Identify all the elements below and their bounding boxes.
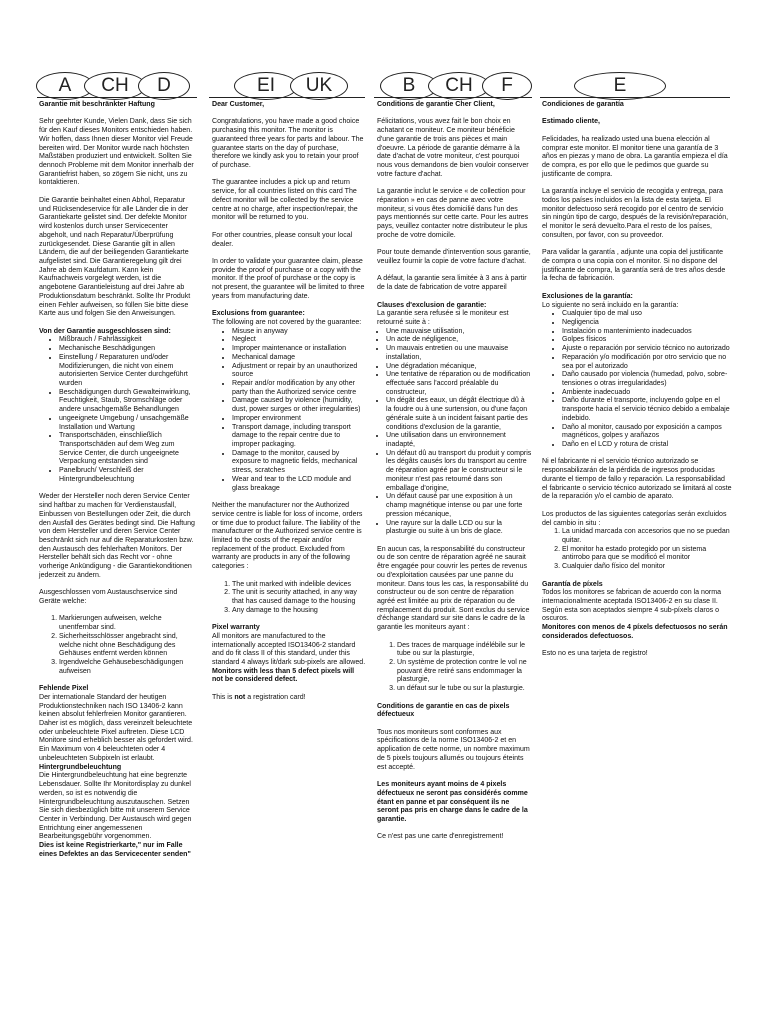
- paragraph: Pour toute demande d'intervention sous garantie, veuillez fournir la copie de votre facture d'achat.: [377, 249, 531, 265]
- list-item: • Un acte de négligence,: [386, 336, 532, 345]
- column-french: [377, 101, 532, 851]
- exclusions-title: Exclusiones de la garantía:: [542, 292, 633, 300]
- pixel-bold-note: Monitors with less than 5 defect pixels will not be considered defect.: [212, 667, 355, 684]
- list-item: • Daño causado por violencia (humedad, polvo, sobre-tensiones o otras irregularidades): [562, 371, 732, 388]
- divider-uk: [209, 97, 365, 98]
- paragraph: Ausgeschlossen vom Austauschservice sind Geräte welche:: [39, 589, 178, 605]
- list-item: • Une mauvaise utilisation,: [386, 328, 532, 337]
- paragraph: Felicidades, ha realizado usted una buena elección al comprar este monitor. El monitor tiene una garantía de 3 años en piezas y mano de obra. La garantía empieza el día de compra, es por ello que le pedimos que guarde su justificante de compra.: [542, 135, 728, 178]
- exclusions-title: Clauses d'exclusion de garantie:: [377, 301, 487, 309]
- list-item: • Une tentative de réparation ou de modification effectuée sans l'accord préalable du constructeur,: [386, 371, 532, 397]
- paragraph: A défaut, la garantie sera limitée à 3 ans à partir de la date de fabrication de votre appareil: [377, 275, 527, 292]
- list-item: • Golpes físicos: [562, 336, 732, 345]
- section-title: Dear Customer,: [212, 101, 265, 108]
- pixel-title: Fehlende Pixel: [39, 685, 89, 693]
- list-item: • Ajuste o reparación por servicio técnico no autorizado: [562, 345, 732, 354]
- exclusions-intro: La garantie sera refusée si le moniteur est retourné suite à :: [377, 310, 509, 326]
- list-item: • Un défaut causé par une exposition à un champ magnétique intense ou par une forte pression mécanique,: [386, 493, 532, 519]
- list-item: 3. Irgendwelche Gehäusebeschädigungen aufweisen: [59, 659, 197, 676]
- paragraph: For other countries, please consult your local dealer.: [212, 231, 353, 248]
- final-note: Dies ist keine Registrierkarte," nur im Falle eines Defektes an das Servicecenter senden": [39, 842, 191, 858]
- pixel-title: Pixel warranty: [212, 624, 260, 632]
- list-item: • Daño en el LCD y rotura de cristal: [562, 441, 732, 450]
- column-english: [212, 101, 366, 711]
- list-item: 1. The unit marked with indelible devices: [232, 581, 366, 590]
- numbered-list: [542, 528, 732, 572]
- list-item: • Improper environment: [232, 415, 366, 424]
- paragraph: Tous nos moniteurs sont conformes aux spécifications de la norme ISO13406-2 et en application de cette norme, un nombre maximum de 5 pixels toujours allumés ou toujours éteints est accepté.: [377, 728, 530, 771]
- list-item: • Wear and tear to the LCD module and glass breakage: [232, 476, 366, 493]
- list-item: • Transportschäden, einschließlich Transportschäden auf dem Weg zum Service Center, die durch ungeeignete Verpackung entstanden sind: [59, 432, 197, 467]
- paragraph: The guarantee includes a pick up and return service, for all countries listed on this card The defect monitor will be collected by the service centre at no charge, after inspection/repair, the monitor will be returned to you.: [212, 179, 358, 222]
- list-item: • Une utilisation dans un environnement inadapté,: [386, 432, 532, 449]
- lang-oval-a: A: [36, 72, 94, 100]
- divider-es: [540, 97, 730, 98]
- paragraph: La garantía incluye el servicio de recogida y entrega, para todos los países incluidos en la lista de esta tarjeta. El monitor defectuoso será recogido por el centro de servicio sin ningún tipo de cargo, después de la revisión/reparación, el monitor le será devuelto.Para el resto de los países, consulten, por favor, con su proveedor.: [542, 188, 729, 239]
- exclusions-intro: The following are not covered by the guarantee:: [212, 318, 362, 326]
- numbered-list: [39, 615, 197, 676]
- lang-oval-f: F: [482, 72, 532, 100]
- list-item: 3. Any damage to the housing: [232, 607, 366, 616]
- paragraph: Weder der Hersteller noch deren Service Center sind haftbar zu machen für Verdienstausfall, Einbussen von Bestellungen oder Zeit, die durch den Ausfall des Gerätes bedingt sind. Die Haftung von dem Hersteller und deren Service Center beschränkt sich nur auf die Reparaturkosten bzw. den Austausch des fehlerhaften Monitors. Der Hersteller behält sich das Recht vor - ohne vorherige Ankündigung - die Garantiekonditionen jederzeit zu ändern.: [39, 493, 195, 579]
- final-note: [212, 694, 366, 703]
- section-title: Conditions de garantie Cher Client,: [377, 101, 495, 108]
- list-item: 3. un défaut sur le tube ou sur la plasturgie.: [397, 685, 532, 694]
- paragraph: Der internationale Standard der heutigen Produktionstechniken nach ISO 13406-2 kann keinen absolut fehlerfreien Monitor garantieren. Daher ist es möglich, dass vereinzelt beleuchtete oder unbeleuchtete Pixel auftreten. Diese LCD Monitore sind erheblich besser als gefordert wird. Ein Maximum von 4 beleuchteten oder 4 unbeleuchteten Subpixeln ist erlaubt.: [39, 693, 193, 762]
- list-item: • Transport damage, including transport damage to the repair centre due to improper packaging.: [232, 424, 366, 450]
- pixel-bold-note: Les moniteurs ayant moins de 4 pixels défectueux ne seront pas considérés comme étant en panne et par conséquent ils ne seront pas pris en charge dans le cadre de la garantie.: [377, 781, 528, 823]
- list-item: • Damage caused by violence (humidity, dust, power surges or other irregularities): [232, 397, 366, 414]
- section-title: Condiciones de garantía: [542, 101, 624, 108]
- greeting: Estimado cliente,: [542, 118, 600, 126]
- final-note-emphasis: not: [234, 693, 246, 701]
- paragraph: Todos los monitores se fabrican de acuerdo con la norma internacionalmente aceptada ISO13406-2 en su clase II. Según esta son aceptados siempre 4 sub-píxels claros o oscuros.: [542, 589, 722, 623]
- paragraph: All monitors are manufactured to the internationally accepted ISO13406-2 standard and do fit class II of this standard, under this standard 4 always lit/dark sub-pixels are allowed.: [212, 632, 366, 666]
- list-item: • Une rayure sur la dalle LCD ou sur la plasturgie ou suite à un bris de glace.: [386, 520, 532, 537]
- list-item: • Daño al monitor, causado por exposición a campos magnéticos, golpes y arañazos: [562, 424, 732, 441]
- pixel-bold-note: Monitores con menos de 4 píxels defectuosos no serán considerados defectuosos.: [542, 624, 728, 640]
- column-german: [39, 101, 197, 860]
- paragraph: Sehr geehrter Kunde, Vielen Dank, dass Sie sich für den Kauf dieses Monitors entschieden haben. Wir hoffen, dass Ihnen dieser Monitor viel Freude bereiten wird. Der Monitor wurde nach höchsten Maßstäben produziert und entwickelt. Sollten Sie dennoch Probleme mit dem Monitor innerhalb der Garantiefrist haben, so zögern Sie nicht, uns zu kontaktieren.: [39, 118, 194, 187]
- exclusions-list: [377, 328, 532, 537]
- pixel-title: Conditions de garantie en cas de pixels défectueux: [377, 702, 510, 719]
- list-item: • Damage to the monitor, caused by exposure to magnetic fields, mechanical stress, scratches: [232, 450, 366, 476]
- list-item: • Adjustment or repair by an unauthorized source: [232, 363, 366, 380]
- numbered-list: [377, 642, 532, 694]
- paragraph: Die Garantie beinhaltet einen Abhol, Reparatur und Rücksendeservice für alle Länder die in der Garantiekarte gelistet sind. Der defekte Monitor wird kostenlos durch unser Servicecenter abgeholt, und nach Reparatur/Überprüfung zurückgesendet. Diese Garantie gilt in allen Ländern, die auf der beiliegenden Garantiekarte aufgelistet sind. Die Garantieregelung gilt drei Jahre ab dem Kaufdatum. Kann kein Kaufnachweis vorgelegt werden, ist die angebotene Garantieleistung auf drei Jahre ab Produktionsdatum beschränkt. Sollte Ihr Produkt einen Fehler aufweisen, so füllen Sie bitte diese Karte aus und folgen Sie den Anweisungen.: [39, 196, 191, 318]
- list-item: • Neglect: [232, 336, 366, 345]
- lang-oval-uk: UK: [290, 72, 348, 100]
- list-item: • Mechanical damage: [232, 354, 366, 363]
- final-note-part: This is: [212, 693, 235, 701]
- list-item: • Repair and/or modification by any other party than the Authorized service centre: [232, 380, 366, 397]
- column-spanish: [542, 101, 732, 668]
- final-note-part: a registration card!: [245, 693, 306, 701]
- lang-oval-e: E: [574, 72, 666, 100]
- list-item: • Un dégât des eaux, un dégât électrique dû à la foudre ou à une surtension, ou d'une façon générale suite à un incident faisant partie des conditions d'exclusion de la garantie,: [386, 397, 532, 432]
- exclusions-list: [542, 310, 732, 450]
- paragraph: En aucun cas, la responsabilité du constructeur ou de son centre de réparation agréé ne saurait être engagée pour couvrir les pertes de revenus ou d'exploitation causées par une panne du moniteur. Dans tous les cas, la responsabilité du constructeur ou de son centre de réparation agréé est limitée au prix de réparation ou de remplacement du produit. Sont exclus du service d'échange standard sur site dans le cadre de la garantie les moniteurs ayant :: [377, 545, 530, 632]
- lang-oval-d: D: [138, 72, 190, 100]
- list-item: • Mißbrauch / Fahrlässigkeit: [59, 336, 197, 345]
- exclusions-list: [39, 336, 197, 484]
- list-item: • Un défaut dû au transport du produit y compris les dégâts causés lors du transport au centre de réparation agréé par le constructeur si le moniteur n'est pas retourné dans son emballage d'origine,: [386, 450, 532, 494]
- paragraph: La garantie inclut le service « de collection pour réparation » en cas de panne avec votre moniteur, si vous êtes domicilié dans l'un des pays mentionnés sur cette carte. Pour les autres pays, veuillez contacter notre distributeur le plus proche de votre domicile.: [377, 188, 529, 239]
- list-item: • Einstellung / Reparaturen und/oder Modifizierungen, die nicht von einem autorisierten Service Center durchgeführt wurden: [59, 354, 197, 389]
- list-item: • Un mauvais entretien ou une mauvaise installation,: [386, 345, 532, 362]
- list-item: 2. Un système de protection contre le vol ne pouvant être retiré sans endommager la plasturgie,: [397, 659, 532, 685]
- paragraph: Los productos de las siguientes categorías serán excluidos del cambio in situ :: [542, 510, 727, 527]
- exclusions-list: [212, 328, 366, 494]
- exclusions-intro: Lo siguiente no será incluido en la garantía:: [542, 301, 679, 309]
- lang-oval-ch: CH: [84, 72, 146, 100]
- lang-oval-ch-fr: CH: [428, 72, 490, 100]
- paragraph: Para validar la garantía , adjunte una copia del justificante de compra o una copia con el monitor. Si no dispone del justificante de compra, la garantía será de tres años desde la fecha de fabricación.: [542, 249, 726, 283]
- list-item: • Instalación o mantenimiento inadecuados: [562, 328, 732, 337]
- list-item: • Une dégradation mécanique,: [386, 363, 532, 372]
- section-title: Garantie mit beschränkter Haftung: [39, 101, 155, 108]
- list-item: • Mechanische Beschädigungen: [59, 345, 197, 354]
- list-item: • Beschädigungen durch Gewalteinwirkung, Feuchtigkeit, Staub, Stromschläge oder andere unsachgemäße Behandlungen: [59, 389, 197, 415]
- divider-de: [37, 97, 197, 98]
- paragraph: Die Hintergrundbeleuchtung hat eine begrenzte Lebensdauer. Sollte Ihr Monitordisplay zu dunkel werden, so ist es notwendig die Hintergrundbeleuchtung auszutauschen. Setzen Sie sich diesbezüglich bitte mit unserem Service Center in Verbindung. Der Austausch wird gegen Entrichtung einer angemessenen Bearbeitungsgebühr vorgenommen.: [39, 772, 192, 841]
- list-item: • Reparación y/o modificación por otro servicio que no sea por el autorizado: [562, 354, 732, 371]
- paragraph: Félicitations, vous avez fait le bon choix en achatant ce moniteur. Ce moniteur bénéficie d'une garantie de trois ans pièces et main d'oeuvre. La période de garantie démarre à la date d'achat de votre moniteur, c'est pourquoi nous vous demandons de bien vouloir conserver votre facture d'achat.: [377, 118, 529, 178]
- list-item: • Daño durante el transporte, incluyendo golpe en el transporte hacia el servicio técnico debido a embalaje indebido.: [562, 397, 732, 423]
- lang-oval-b: B: [380, 72, 438, 100]
- list-item: • Cualquier tipo de mal uso: [562, 310, 732, 319]
- paragraph: Neither the manufacturer nor the Authorized service centre is liable for loss of income, orders or time due to product failure. The liability of the manufacturer or the Authorized service centre is limited to the costs of the repair and/or replacement of the product. Excluded from warranty are products in any of the following categories :: [212, 502, 363, 571]
- paragraph: Ni el fabricante ni el servicio técnico autorizado se responsabilizarán de la pérdida de ingresos producidas durante el tiempo de fallo y reparación. La responsabilidad el fabricante o servicio técnico autorizado se limitará al coste de la reparación y/o el cambio de aparato.: [542, 458, 732, 501]
- list-item: • ungeeignete Umgebung / unsachgemäße Installation und Wartung: [59, 415, 197, 432]
- list-item: 2. El monitor ha estado protegido por un sistema antirrobo para que se modificó el monitor: [562, 546, 732, 563]
- backlight-title: Hintergrundbeleuchtung: [39, 763, 122, 771]
- final-note: Ce n'est pas une carte d'enregistrement!: [377, 833, 504, 841]
- exclusions-title: Exclusions from guarantee:: [212, 310, 305, 318]
- exclusions-title: Von der Garantie ausgeschlossen sind:: [39, 327, 171, 335]
- list-item: 2. Sicherheitsschlösser angebracht sind, welche nicht ohne Beschädigung des Gehäuses entfernt werden können: [59, 633, 197, 659]
- list-item: 2. The unit is security attached, in any way that has caused damage to the housing: [232, 589, 366, 606]
- list-item: • Misuse in anyway: [232, 328, 366, 337]
- paragraph: In order to validate your guarantee claim, please provide the proof of purchase or a copy with the monitor. If the proof of purchase or the copy is not present, the guarantee will be limited to three years from manufacturing date.: [212, 257, 365, 300]
- list-item: • Ambiente inadecuado: [562, 389, 732, 398]
- numbered-list: [212, 581, 366, 616]
- list-item: 1. Des traces de marquage indélébile sur le tube ou sur la plasturgie,: [397, 642, 532, 659]
- list-item: 3. Cualquier daño físico del monitor: [562, 563, 732, 572]
- list-item: • Improper maintenance or installation: [232, 345, 366, 354]
- divider-fr: [374, 97, 532, 98]
- list-item: 1. Markierungen aufweisen, welche unentfernbar sind.: [59, 615, 197, 632]
- pixel-title: Garantía de píxels: [542, 580, 603, 588]
- final-note: Esto no es una tarjeta de registro!: [542, 650, 648, 658]
- lang-oval-ei: EI: [234, 72, 298, 100]
- list-item: • Negligencia: [562, 319, 732, 328]
- list-item: 1. La unidad marcada con accesorios que no se puedan quitar.: [562, 528, 732, 545]
- list-item: • Panelbruch/ Verschleiß der Hintergrundbeleuchtung: [59, 467, 197, 484]
- paragraph: Congratulations, you have made a good choice purchasing this monitor. The monitor is guaranteed three years for parts and labour. The guarantee starts on the day of purchase, therefore we kindly ask you to retain your proof of purchase.: [212, 118, 364, 170]
